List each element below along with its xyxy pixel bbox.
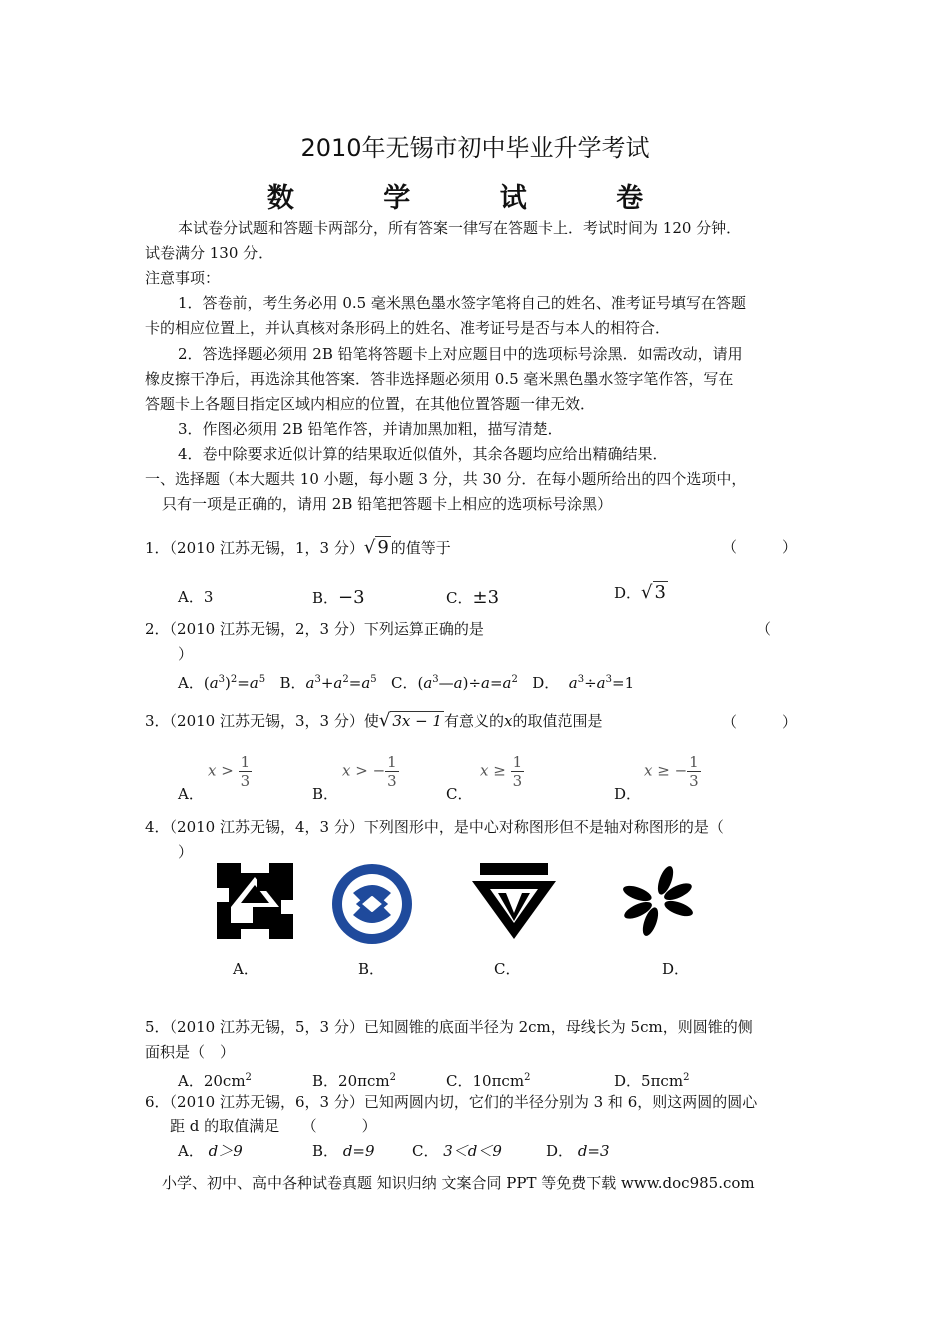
q3-paren: （ ）	[722, 713, 798, 731]
note-3: 3．作图必须用 2B 铅笔作答，并请加黑加粗，描写清楚．	[178, 420, 563, 438]
q3-option-a-den: 3	[240, 772, 251, 790]
q3-option-a	[208, 753, 252, 790]
q3-option-c-op: x ≥	[480, 761, 506, 780]
q1-option-d-radicand: 3	[654, 582, 666, 603]
q6-option-c	[412, 1139, 502, 1164]
q1-option-c-value: ±3	[472, 587, 500, 608]
q5-option-c-sup: 2	[524, 1072, 531, 1083]
q3-mid: 有意义的	[443, 712, 504, 730]
q6-option-a-value: d＞9	[208, 1142, 243, 1160]
q5-option-b-sup: 2	[389, 1072, 396, 1083]
q4-label-d: D．	[662, 960, 690, 978]
q2-option-d-label: D．	[532, 674, 560, 692]
q2-option-d: $a^3\div a^3=1$	[568, 674, 635, 692]
q4-figure-b-svg	[331, 863, 413, 945]
q6-option-a	[178, 1139, 243, 1164]
q4-figure-c-svg	[472, 863, 556, 939]
q3-option-c	[480, 753, 524, 790]
q1-option-d-label: D．	[614, 584, 642, 602]
q4-figure-b	[331, 863, 413, 945]
q4-stem-line-1: 4．（2010 江苏无锡，4，3 分）下列图形中，是中心对称图形但不是轴对称图形的是（	[145, 818, 724, 836]
note-2-line-2: 橡皮擦干净后，再选涂其他答案．答非选择题必须用 0.5 毫米黑色墨水签字笔作答，写在	[145, 370, 734, 388]
q3-option-d	[644, 753, 701, 790]
q3-option-d-op: x ≥ −	[644, 761, 688, 780]
note-1-line-2: 卡的相应位置上，并认真核对条形码上的姓名、准考证号是否与本人的相符合．	[145, 319, 671, 337]
q1-option-a: A．3	[178, 588, 214, 606]
q6-option-c-value: 3＜d＜9	[443, 1142, 502, 1160]
q4-figure-c	[472, 863, 556, 939]
section-1-line-2: 只有一项是正确的，请用 2B 铅笔把答题卡上相应的选项标号涂黑）	[162, 495, 613, 513]
q3-suffix: 的取值范围是	[512, 712, 603, 730]
q3-option-c-label: C．	[446, 785, 473, 803]
q2-paren-open: （	[756, 620, 772, 638]
q1-option-d	[614, 580, 668, 606]
q5-option-c-text: C．10πcm	[446, 1072, 525, 1090]
q4-label-b: B．	[358, 960, 385, 978]
q6-option-b-value: d=9	[342, 1142, 375, 1160]
q1-option-d-sqrt: √ 3	[641, 582, 666, 603]
q3-option-b	[342, 753, 399, 790]
notes-heading: 注意事项：	[145, 269, 221, 287]
intro-line-2: 试卷满分 130 分．	[145, 244, 274, 262]
q4-figure-a-svg	[217, 863, 293, 939]
q6-stem-line-1: 6．（2010 江苏无锡，6，3 分）已知两圆内切，它们的半径分别为 3 和 6，则这两圆的圆心	[145, 1093, 758, 1111]
q2-options	[178, 667, 634, 696]
q3-option-a-num: 1	[240, 753, 251, 771]
q5-option-a-text: A．20cm	[178, 1072, 246, 1090]
q3-option-a-op: x >	[208, 761, 234, 780]
q2-option-c-label: C．	[390, 674, 418, 692]
page-subtitle: 数 学 试 卷	[266, 183, 684, 214]
q4-label-a: A．	[233, 960, 259, 978]
q5-option-b-text: B．20πcm	[312, 1072, 390, 1090]
q3-option-d-num: 1	[689, 753, 699, 771]
q1-paren: （ ）	[722, 538, 798, 556]
q3-option-c-den: 3	[512, 772, 523, 790]
q4-figure-d	[620, 863, 696, 939]
intro-line-1: 本试卷分试题和答题卡两部分，所有答案一律写在答题卡上．考试时间为 120 分钟．	[178, 219, 742, 237]
q3-var: x	[504, 712, 513, 730]
note-2-line-3: 答题卡上各题目指定区域内相应的位置，在其他位置答题一律无效．	[145, 395, 596, 413]
q2-paren-close: ）	[178, 645, 194, 663]
q5-option-d-text: D．5πcm	[614, 1072, 684, 1090]
page-title: 2010年无锡市初中毕业升学考试	[300, 134, 650, 162]
note-1-line-1: 1．答卷前，考生务必用 0.5 毫米黑色墨水签字笔将自己的姓名、准考证号填写在答题	[178, 294, 746, 312]
q6-option-d-label: D．	[546, 1142, 574, 1160]
q1-option-b-label: B．	[312, 589, 339, 607]
q1-option-b-value: −3	[338, 587, 365, 608]
q3-option-a-label: A．	[178, 785, 204, 803]
q3-option-b-op: x > −	[342, 761, 386, 780]
q6-option-d-value: d=3	[577, 1142, 610, 1160]
section-1-line-1: 一、选择题（本大题共 10 小题，每小题 3 分，共 30 分．在每小题所给出的四个选项中，	[145, 470, 747, 488]
q5-stem-line-2: 面积是（ ）	[145, 1043, 236, 1061]
q2-stem: 2．（2010 江苏无锡，2，3 分）下列运算正确的是	[145, 620, 484, 638]
page-footer: 小学、初中、高中各种试卷真题 知识归纳 文案合同 PPT 等免费下载 www.doc985.com	[162, 1174, 755, 1192]
note-2-line-1: 2．答选择题必须用 2B 铅笔将答题卡上对应题目中的选项标号涂黑．如需改动，请用	[178, 345, 743, 363]
q1-suffix: 的值等于	[390, 539, 451, 557]
q6-stem-line-2: 距 d 的取值满足 （ ）	[170, 1117, 377, 1135]
q4-figure-a	[217, 863, 293, 939]
q5-option-a-sup: 2	[245, 1072, 252, 1083]
q3-radicand: 3x − 1	[392, 712, 442, 730]
q3-option-b-num: 1	[387, 753, 397, 771]
q1-stem	[145, 535, 451, 561]
q6-option-d	[546, 1139, 610, 1164]
q2-option-b-label: B．	[279, 674, 306, 692]
q6-option-c-label: C．	[412, 1142, 439, 1160]
q1-option-c-label: C．	[446, 589, 473, 607]
q3-option-d-den: 3	[689, 772, 699, 790]
q4-label-c: C．	[494, 960, 521, 978]
q6-option-a-label: A．	[178, 1142, 204, 1160]
q1-option-b	[312, 585, 365, 611]
q3-stem	[145, 708, 602, 734]
note-4: 4．卷中除要求近似计算的结果取近似值外，其余各题均应给出精确结果．	[178, 445, 668, 463]
q1-prefix: 1．（2010 江苏无锡，1，3 分）	[145, 539, 364, 557]
q3-option-a-frac	[239, 753, 253, 790]
q2-option-a-label: A．	[178, 674, 204, 692]
q3-option-b-label: B．	[312, 785, 339, 803]
q2-option-c: $(a^3—a)\div a=a^2$	[417, 674, 518, 692]
q5-stem-line-1: 5．（2010 江苏无锡，5，3 分）已知圆锥的底面半径为 2cm，母线长为 5cm，则圆锥的侧	[145, 1018, 753, 1036]
q1-radicand: 9	[377, 537, 389, 558]
q5-option-d-sup: 2	[683, 1072, 690, 1083]
q3-option-c-num: 1	[512, 753, 523, 771]
q2-option-b: $a^3+a^2=a^5$	[305, 674, 377, 692]
q3-option-b-frac	[385, 753, 399, 790]
q3-option-c-frac	[511, 753, 525, 790]
q6-option-b-label: B．	[312, 1142, 339, 1160]
q3-option-d-label: D．	[614, 785, 642, 803]
q4-stem-line-2: ）	[178, 843, 194, 861]
q1-option-c	[446, 585, 499, 611]
q3-option-b-den: 3	[387, 772, 397, 790]
q4-figure-d-svg	[620, 863, 696, 939]
q6-option-b	[312, 1139, 375, 1164]
q3-sqrt: √ 3x − 1	[378, 710, 442, 731]
q3-prefix: 3．（2010 江苏无锡，3，3 分）使	[145, 712, 379, 730]
q2-option-a: $(a^3)^2=a^5$	[203, 674, 266, 692]
q3-option-d-frac	[687, 753, 701, 790]
q1-sqrt: √ 9	[363, 537, 389, 558]
